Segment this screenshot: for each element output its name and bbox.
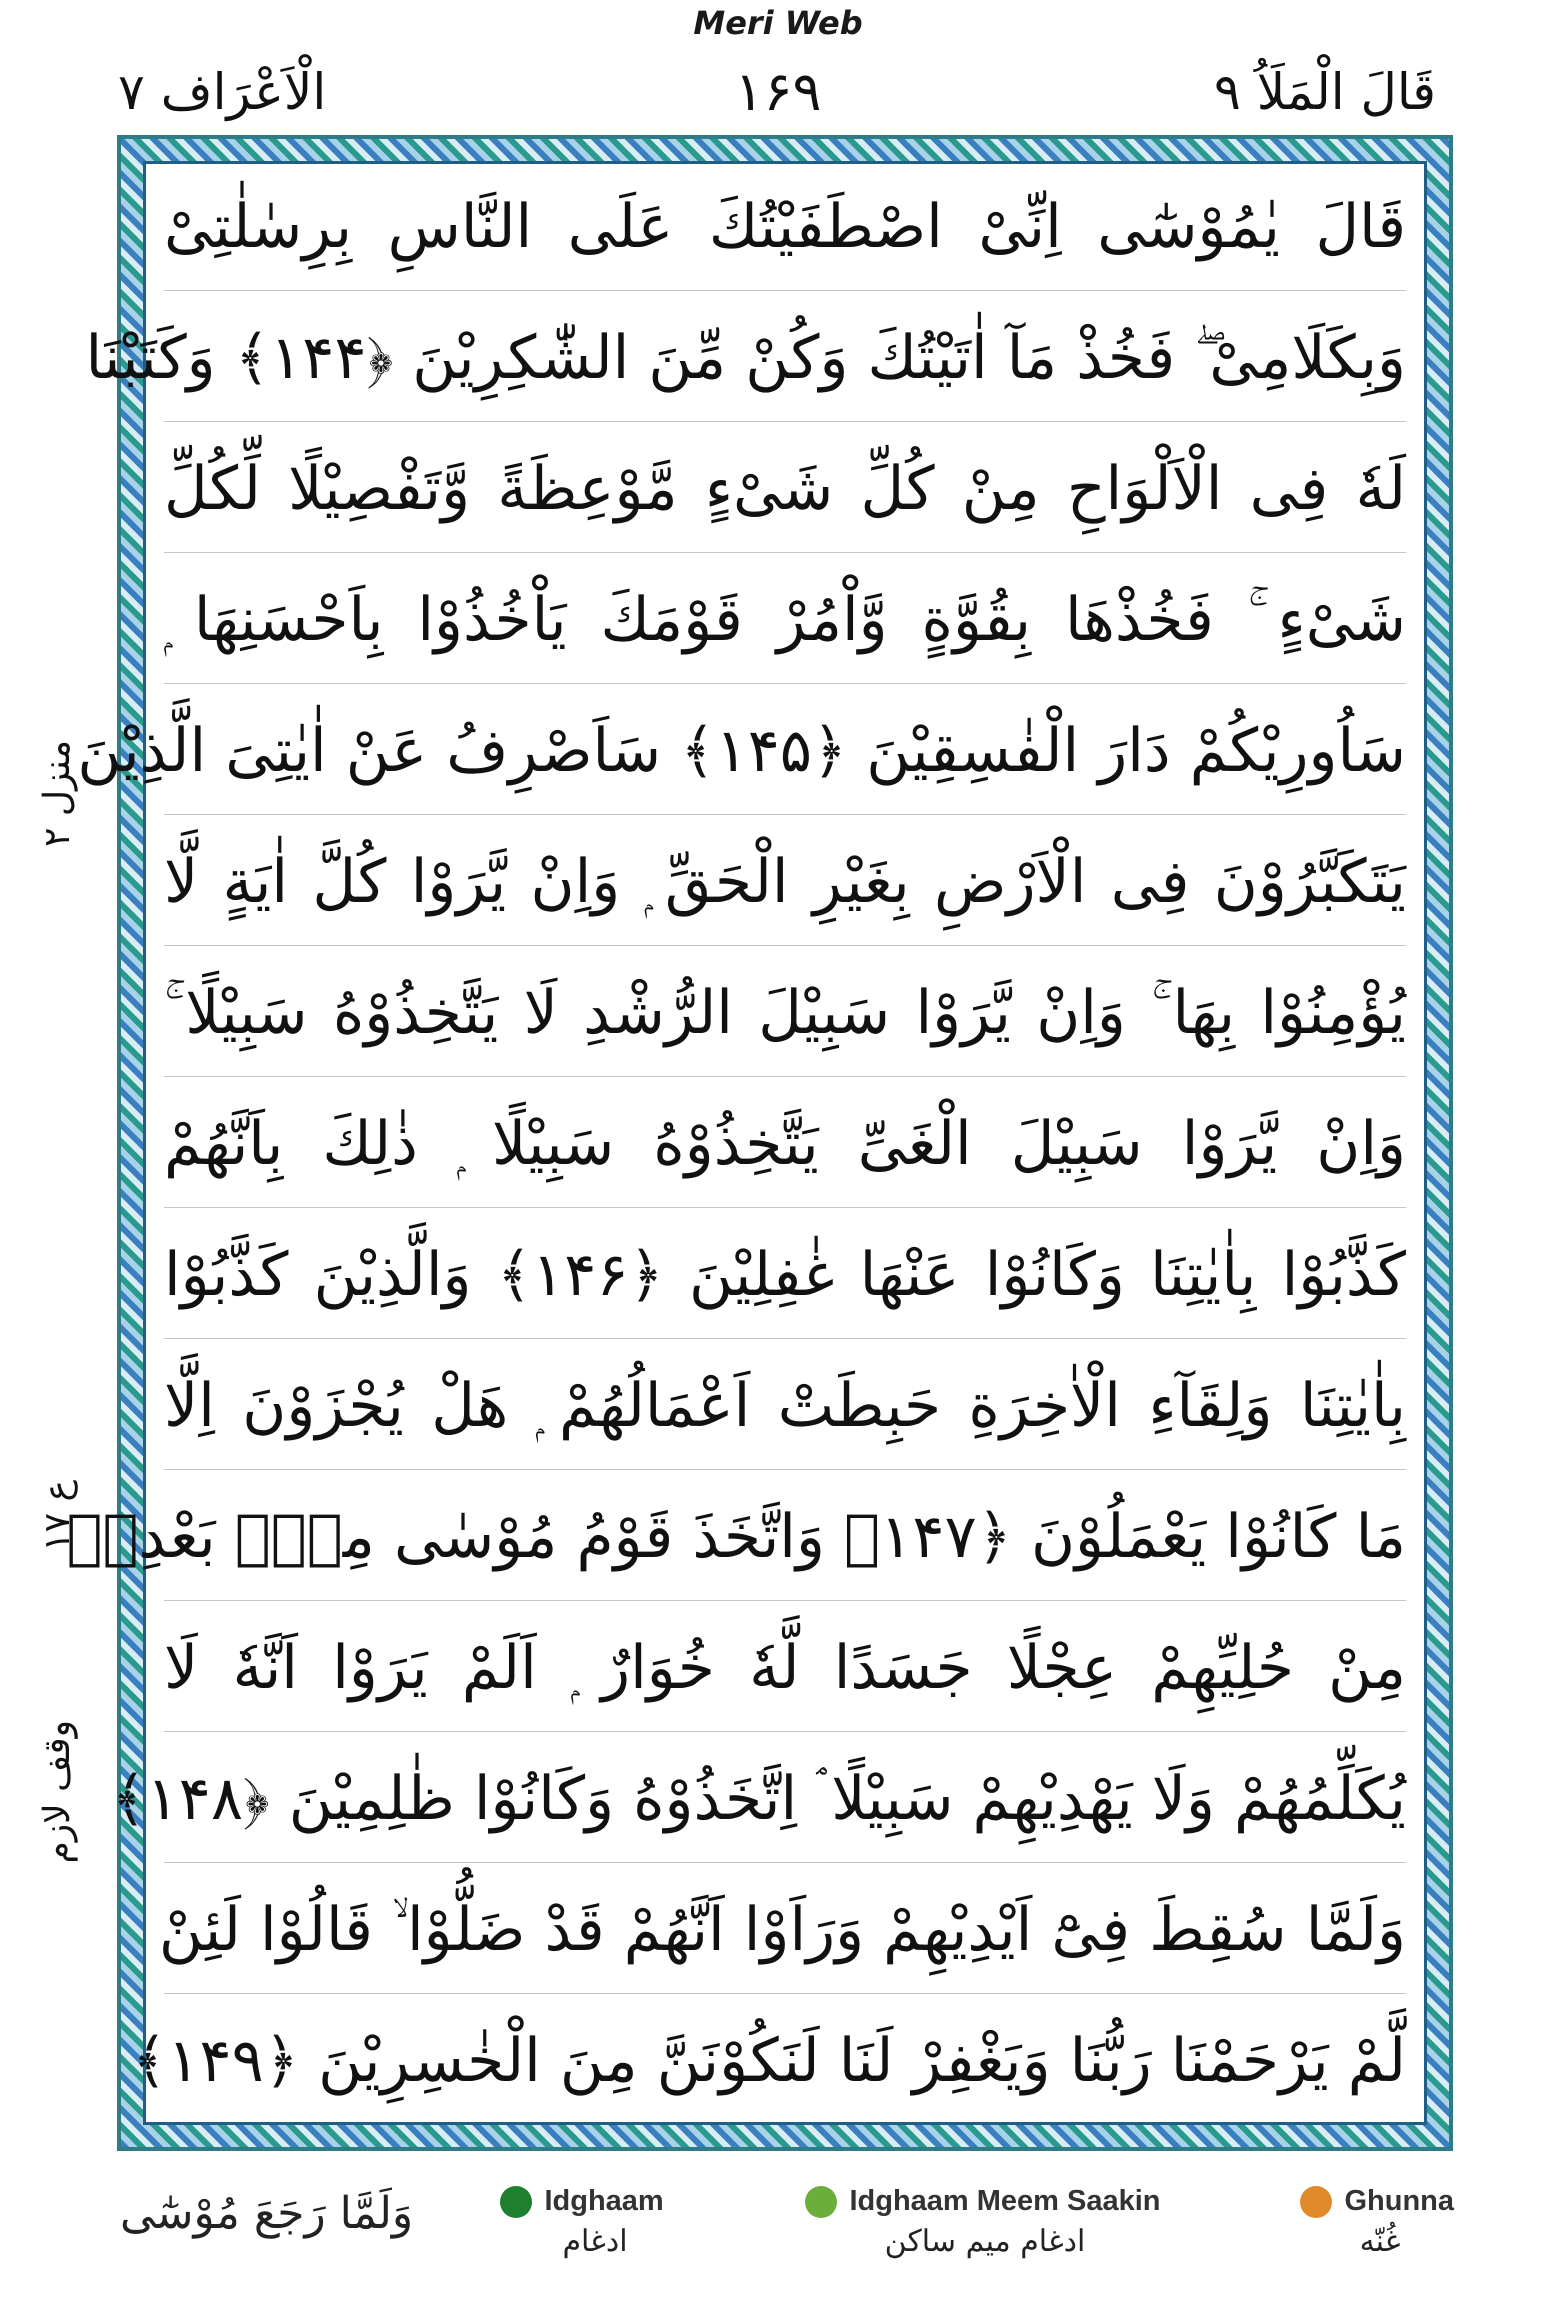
verse-line: يُكَلِّمُهُمْ وَلَا يَهْدِيْهِمْ سَبِيْلًا ۘ اِتَّخَذُوْهُ وَكَانُوْا ظٰلِمِيْنَ ﴿۱۴۸﴾ (164, 1736, 1406, 1863)
verse-line: بِاٰيٰتِنَا وَلِقَآءِ الْاٰخِرَةِ حَبِطَتْ اَعْمَالُهُمْ ۭ هَلْ يُجْزَوْنَ اِلَّا (164, 1343, 1406, 1470)
waqf-marker: وقف لازم (37, 1720, 78, 1864)
verse-line: سَاُورِيْكُمْ دَارَ الْفٰسِقِيْنَ ﴿۱۴۵﴾ سَاَصْرِفُ عَنْ اٰيٰتِىَ الَّذِيْنَ (164, 688, 1406, 815)
verse-line: يُؤْمِنُوْا بِهَا ۚ وَاِنْ يَّرَوْا سَبِيْلَ الرُّشْدِ لَا يَتَّخِذُوْهُ سَبِيْلًا ۚ (164, 950, 1406, 1077)
site-brand: Meri Web (693, 4, 863, 42)
meem-saakin-dot-icon (805, 2186, 837, 2218)
page-number: ۱۶۹ (734, 60, 822, 123)
legend-idghaam: Idghaam ادغام (500, 2185, 690, 2295)
verse-line: لَّمْ يَرْحَمْنَا رَبُّنَا وَيَغْفِرْ لَنَا لَنَكُوْنَنَّ مِنَ الْخٰسِرِيْنَ ﴿۱۴۹﴾ (132, 2026, 1406, 2096)
verse-line: وَلَمَّا سُقِطَ فِىْٓ اَيْدِيْهِمْ وَرَاَوْا اَنَّهُمْ قَدْ ضَلُّوْا ۙ قَالُوْا لَئِنْ (164, 1867, 1406, 1994)
verse-line: وَاِنْ يَّرَوْا سَبِيْلَ الْغَىِّ يَتَّخِذُوْهُ سَبِيْلًا ۭ ذٰلِكَ بِاَنَّهُمْ (164, 1081, 1406, 1208)
page-border (66, 135, 1453, 2151)
catchword: وَلَمَّا رَجَعَ مُوْسٰٓى (120, 2188, 414, 2239)
idghaam-dot-icon (500, 2186, 532, 2218)
verse-line: شَىْءٍ ۚ فَخُذْهَا بِقُوَّةٍ وَّاْمُرْ قَوْمَكَ يَاْخُذُوْا بِاَحْسَنِهَا ۭ (164, 557, 1406, 684)
verse-line: كَذَّبُوْا بِاٰيٰتِنَا وَكَانُوْا عَنْهَا غٰفِلِيْنَ ﴿۱۴۶﴾ وَالَّذِيْنَ كَذَّبُوْا (164, 1212, 1406, 1339)
verse-line: مَا كَانُوْا يَعْمَلُوْنَ ﴿۱۴۷﴾ وَاتَّخَذَ قَوْمُ مُوْسٰى مِنْۢ بَعْدِهٖ (164, 1474, 1406, 1601)
manzil-marker: منزل ۲ (37, 740, 78, 847)
ruku-marker: ع ۱۷ (37, 1480, 78, 1552)
legend-ghunna: Ghunna غُنّه (1300, 2185, 1460, 2295)
verse-lines (66, 164, 1424, 2122)
ghunna-dot-icon (1300, 2186, 1332, 2218)
juz-title: قَالَ الْمَلَاُ ۹ (1214, 63, 1436, 121)
text-area (66, 161, 1427, 2125)
verse-line: لَهٗ فِى الْاَلْوَاحِ مِنْ كُلِّ شَىْءٍ مَّوْعِظَةً وَّتَفْصِيْلًا لِّكُلِّ (164, 426, 1406, 553)
verse-line: مِنْ حُلِيِّهِمْ عِجْلًا جَسَدًا لَّهٗ خُوَارٌ ۭ اَلَمْ يَرَوْا اَنَّهٗ لَا (164, 1605, 1406, 1732)
surah-title: الْاَعْرَاف ۷ (118, 63, 327, 121)
verse-line: قَالَ يٰمُوْسٰٓى اِنِّىْ اصْطَفَيْتُكَ عَلَى النَّاسِ بِرِسٰلٰتِىْ (164, 164, 1406, 291)
legend-idghaam-meem-saakin: Idghaam Meem Saakin ادغام میم ساکن (805, 2185, 1165, 2295)
verse-line: وَبِكَلَامِىْ ۖ فَخُذْ مَآ اٰتَيْتُكَ وَكُنْ مِّنَ الشّٰكِرِيْنَ ﴿۱۴۴﴾ وَكَتَبْنَا (164, 295, 1406, 422)
verse-line: يَتَكَبَّرُوْنَ فِى الْاَرْضِ بِغَيْرِ الْحَقِّ ۭ وَاِنْ يَّرَوْا كُلَّ اٰيَةٍ لَّا (164, 819, 1406, 946)
